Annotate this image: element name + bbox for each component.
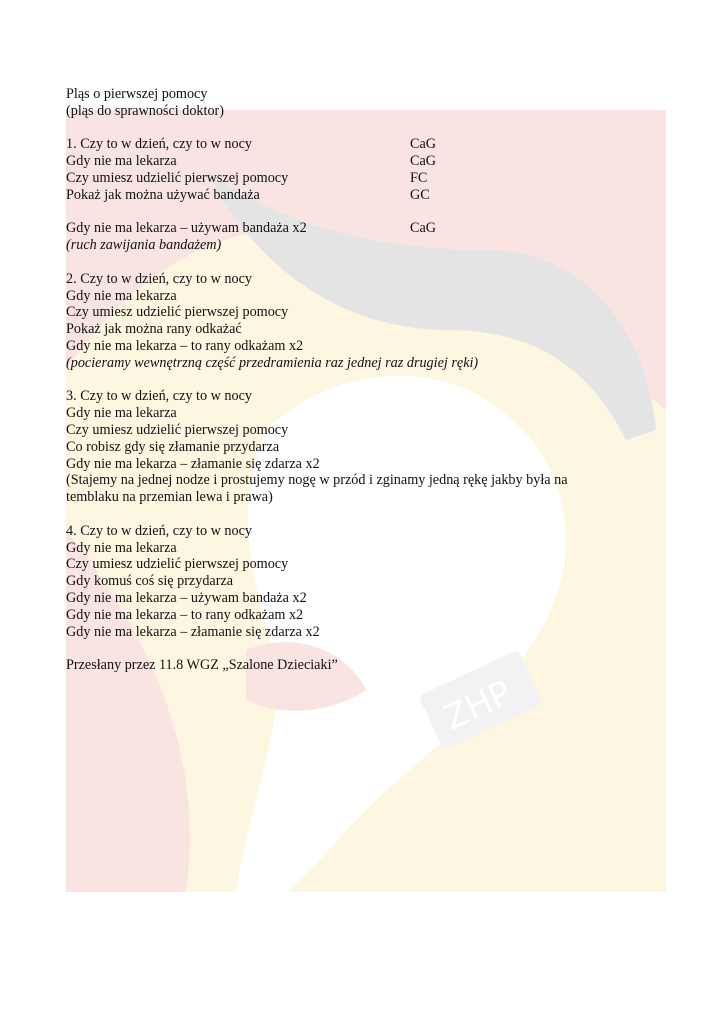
verse-line: Gdy nie ma lekarza – złamanie się zdarza x2 xyxy=(66,455,320,472)
chord-label: CaG xyxy=(410,136,437,153)
verse-line: 1. Czy to w dzień, czy to w nocy CaG xyxy=(66,136,437,153)
verse-4 xyxy=(66,523,666,641)
verse-line: Pokaż jak można używać bandaża GC xyxy=(66,186,430,203)
movement-note: (pocieramy wewnętrzną część przedramienia raz jednej raz drugiej ręki) xyxy=(66,354,479,371)
verse-line: Gdy nie ma lekarza xyxy=(66,287,177,304)
verse-line: Co robisz gdy się złamanie przydarza xyxy=(66,438,280,455)
verse-2 xyxy=(66,271,666,372)
chord-label: CaG xyxy=(410,220,437,237)
verse-line: 3. Czy to w dzień, czy to w nocy xyxy=(66,388,252,405)
refrain-1 xyxy=(66,220,666,254)
chord-label: FC xyxy=(410,169,428,186)
refrain-line: Gdy nie ma lekarza – używam bandaża x2 CaG xyxy=(66,220,437,237)
verse-line: Gdy nie ma lekarza – to rany odkażam x2 xyxy=(66,337,304,354)
verse-line: Gdy nie ma lekarza xyxy=(66,539,177,556)
movement-note: (Stajemy na jednej nodze i prostujemy nogę w przód i zginamy jedną rękę jakby była na temblaku na przemian lewa i prawa) xyxy=(66,472,568,506)
verse-1 xyxy=(66,136,666,203)
verse-line: Pokaż jak można rany odkażać xyxy=(66,321,242,338)
verse-line: Gdy nie ma lekarza CaG xyxy=(66,153,437,170)
verse-line: Czy umiesz udzielić pierwszej pomocy FC xyxy=(66,169,428,186)
verse-line: Gdy nie ma lekarza xyxy=(66,405,177,422)
chord-label: GC xyxy=(410,186,430,203)
movement-note: (ruch zawijania bandażem) xyxy=(66,237,222,254)
verse-line: 2. Czy to w dzień, czy to w nocy xyxy=(66,270,252,287)
footer-credit: Przesłany przez 11.8 WGZ „Szalone Dzieciaki” xyxy=(66,657,338,674)
verse-line: Gdy komuś coś się przydarza xyxy=(66,573,234,590)
verse-line: Gdy nie ma lekarza – złamanie się zdarza x2 xyxy=(66,623,320,640)
document-body xyxy=(66,86,666,674)
verse-line: Czy umiesz udzielić pierwszej pomocy xyxy=(66,421,289,438)
song-title: Pląs o pierwszej pomocy xyxy=(66,86,208,102)
verse-3 xyxy=(66,388,666,506)
verse-line: 4. Czy to w dzień, czy to w nocy xyxy=(66,522,252,539)
watermark-label: ZHP xyxy=(437,673,518,739)
verse-line: Czy umiesz udzielić pierwszej pomocy xyxy=(66,556,289,573)
verse-line: Gdy nie ma lekarza – używam bandaża x2 xyxy=(66,589,307,606)
chord-label: CaG xyxy=(410,153,437,170)
verse-line: Czy umiesz udzielić pierwszej pomocy xyxy=(66,304,289,321)
song-subtitle: (pląs do sprawności doktor) xyxy=(66,102,225,119)
verse-line: Gdy nie ma lekarza – to rany odkażam x2 xyxy=(66,606,304,623)
